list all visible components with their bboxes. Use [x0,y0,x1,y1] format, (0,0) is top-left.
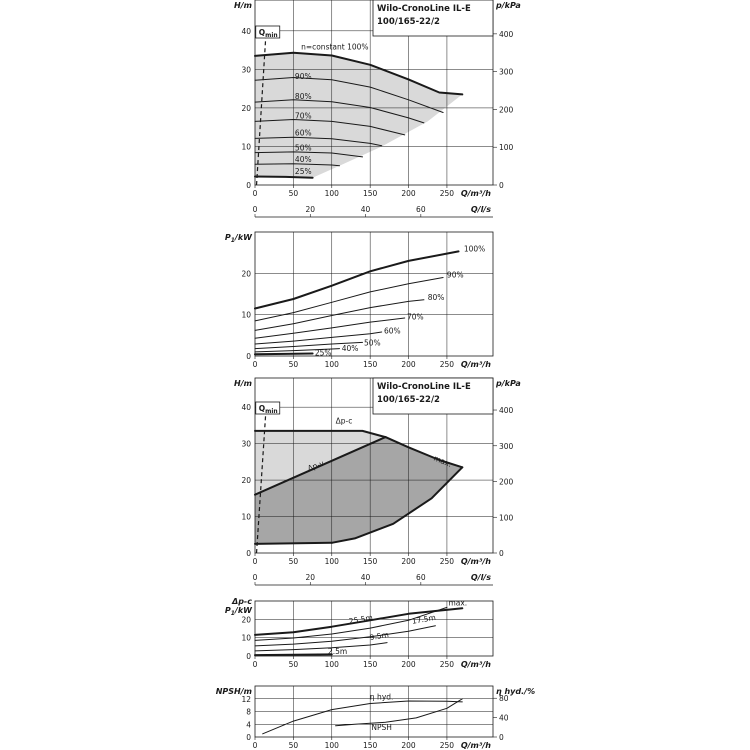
y-tick-label: 0 [246,733,251,742]
y2-tick-label: 0 [499,549,504,558]
qmin-label: $Q_{min}$ [258,404,278,415]
x-tick-label: 0 [252,741,258,750]
series-label: 40% [341,344,359,354]
x-axis-label: Q/m³/h [460,360,491,369]
x-tick-label: 50 [288,189,299,198]
y-tick-label: 20 [241,615,251,625]
y-axis-label: $P_1/kW$ [224,233,252,244]
y-tick-label: 20 [241,269,251,279]
y2-axis-label: η hyd./% [496,687,536,696]
y-tick-label: 20 [241,476,251,486]
x2-axis-label: Q/l/s [470,205,491,214]
series-label: 60% [294,128,312,138]
series-label: 70% [294,111,312,121]
series-label: η hyd. [369,692,394,702]
series-label: 40% [294,154,312,164]
x-axis-label: Q/m³/h [460,189,491,198]
series-label: 90% [446,270,464,280]
y-axis-label-2: $P_1/kW$ [224,606,252,617]
series-label: 90% [294,72,312,82]
y-tick-label: 10 [241,512,251,522]
x-tick-label: 50 [288,660,299,669]
x-tick-label: 100 [324,660,339,669]
x-tick-label: 0 [252,660,258,669]
chart-subtitle: 100/165-22/2 [377,17,440,27]
y2-tick-label: 300 [499,67,514,77]
y-tick-label: 4 [246,720,251,730]
x-tick-label: 150 [362,741,378,750]
x-axis-label: Q/m³/h [460,741,491,750]
y2-tick-label: 300 [499,441,514,451]
x-tick-label: 250 [439,660,455,669]
chart-title: Wilo-CronoLine IL-E [377,382,471,392]
series-label: Δp-c [335,416,353,426]
qmin-label: $Q_{min}$ [258,28,278,39]
y-tick-label: 0 [246,181,251,190]
y-tick-label: 10 [241,633,251,643]
x2-tick-label: 0 [252,573,258,582]
series-label: 2.5m [327,647,348,657]
y-tick-label: 0 [246,352,251,361]
series-line [263,701,463,734]
series-line [255,654,332,655]
x-tick-label: 150 [362,189,378,198]
x-tick-label: 250 [439,360,455,369]
x-tick-label: 50 [288,741,299,750]
series-line [255,643,387,651]
y2-tick-label: 100 [499,143,514,153]
series-label: NPSH [371,722,392,732]
x-tick-label: 100 [324,741,339,750]
chart-title: Wilo-CronoLine IL-E [377,4,471,14]
x-tick-label: 250 [439,189,455,198]
series-label: max. [432,453,454,469]
y2-tick-label: 40 [499,713,509,723]
x-tick-label: 100 [324,189,339,198]
chart-panel-4 [216,686,535,750]
x-axis-label: Q/m³/h [460,660,491,669]
y-tick-label: 10 [241,142,251,152]
series-label: 50% [364,338,381,348]
x2-tick-label: 0 [252,205,258,214]
y-tick-label: 0 [246,652,251,661]
x2-axis-label: Q/l/s [470,573,491,582]
x2-tick-label: 60 [416,573,426,582]
x-tick-label: 200 [401,360,416,369]
y-tick-label: 30 [241,65,251,75]
x2-tick-label: 40 [360,205,371,214]
series-line [336,699,463,726]
x-axis-label: Q/m³/h [460,557,491,566]
x-tick-label: 100 [324,360,339,369]
y-axis-label: NPSH/m [215,687,252,696]
y2-tick-label: 400 [499,29,514,39]
series-label: 100% [463,244,486,254]
series-line [255,318,405,338]
y-axis-label: H/m [234,1,252,10]
y-tick-label: 40 [241,403,251,413]
y-tick-label: 10 [241,310,251,320]
chart-panel-1 [225,232,493,369]
y-tick-label: 20 [241,103,251,113]
y-axis-label: H/m [234,379,252,388]
chart-panel-3 [225,597,493,669]
x-tick-label: 0 [252,360,258,369]
y2-axis-label: p/kPa [496,1,521,10]
x-tick-label: 150 [362,360,378,369]
chart-panel-0 [234,0,521,217]
x-tick-label: 150 [362,557,378,566]
series-label: 25% [294,167,312,177]
x-tick-label: 200 [401,660,416,669]
series-label: 50% [294,143,312,153]
x-tick-label: 150 [362,660,378,669]
series-line [255,177,313,178]
x-tick-label: 100 [324,557,339,566]
series-label: max. [448,598,468,608]
x2-tick-label: 20 [305,573,316,582]
y-tick-label: 30 [241,439,251,449]
x-tick-label: 0 [252,557,258,566]
x-tick-label: 250 [439,557,455,566]
y2-tick-label: 0 [499,733,504,742]
y2-tick-label: 0 [499,181,504,190]
series-line [255,543,332,544]
x-tick-label: 250 [439,741,455,750]
series-label: 25% [314,348,332,358]
series-label: 17.5m [411,612,437,626]
y2-tick-label: 200 [499,105,514,115]
y-tick-label: 40 [241,26,251,36]
series-line [255,354,313,355]
y2-tick-label: 200 [499,477,514,487]
y2-tick-label: 400 [499,406,514,416]
y2-axis-label: p/kPa [496,379,521,388]
y-tick-label: 0 [246,549,251,558]
chart-panel-2 [234,378,521,585]
x2-tick-label: 20 [305,205,316,214]
x2-tick-label: 60 [416,205,426,214]
x-tick-label: 200 [401,557,416,566]
y-tick-label: 8 [246,707,251,717]
series-label: 9.5m [368,629,390,643]
x-tick-label: 50 [288,360,299,369]
y-axis-label: Δp-c [232,597,252,606]
x-tick-label: 0 [252,189,258,198]
y2-tick-label: 80 [499,694,509,704]
y-tick-label: 12 [241,694,251,704]
x-tick-label: 200 [401,741,416,750]
operating-range-light [255,53,462,178]
y2-tick-label: 100 [499,513,514,523]
series-label: Δp-v [306,458,326,473]
chart-subtitle: 100/165-22/2 [377,395,440,405]
x2-tick-label: 40 [360,573,371,582]
series-label: n=constant 100% [301,42,369,52]
series-label: 70% [407,312,424,322]
series-label: 25.5m [348,612,374,626]
series-label: 60% [383,326,401,336]
series-label: 80% [294,92,312,102]
x-tick-label: 200 [401,189,416,198]
series-label: 80% [427,292,445,302]
x-tick-label: 50 [288,557,299,566]
